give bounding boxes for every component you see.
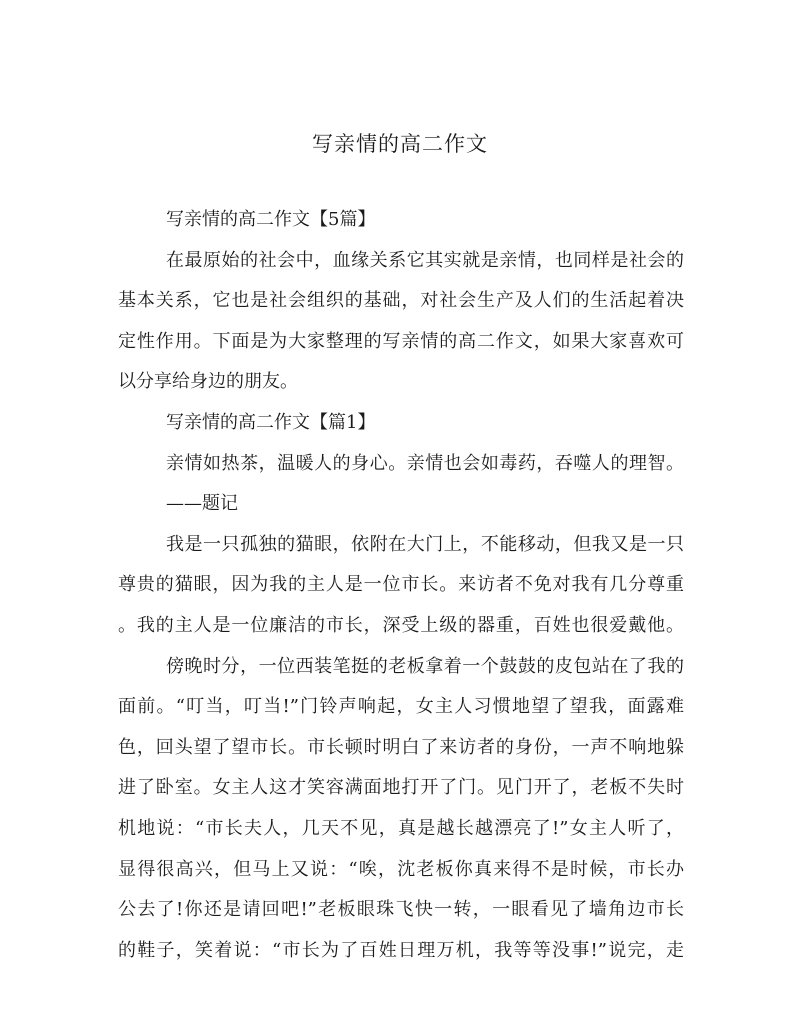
paragraph-line: 机地说：“市长夫人，几天不见，真是越长越漂亮了!”女主人听了， [118, 817, 684, 839]
section-heading: 写亲情的高二作文【篇1】 [166, 411, 376, 433]
paragraph-line: 公去了!你还是请回吧!”老板眼珠飞快一转，一眼看见了墙角边市长 [118, 899, 684, 921]
paragraph-line: 在最原始的社会中，血缘关系它其实就是亲情，也同样是社会的 [166, 249, 684, 271]
document-title: 写亲情的高二作文 [312, 132, 488, 156]
paragraph-line: 显得很高兴，但马上又说：“唉，沈老板你真来得不是时候，市长办 [118, 858, 684, 880]
paragraph-line: 的鞋子，笑着说：“市长为了百姓日理万机，我等等没事!”说完，走 [118, 939, 684, 961]
paragraph-line: 我是一只孤独的猫眼，依附在大门上，不能移动，但我又是一只 [166, 533, 684, 555]
section-heading: 写亲情的高二作文【5篇】 [166, 209, 376, 230]
epigraph-attribution: ——题记 [166, 493, 238, 515]
paragraph-line: 亲情如热茶，温暖人的身心。亲情也会如毒药，吞噬人的理智。 [166, 452, 684, 474]
paragraph-line: 尊贵的猫眼，因为我的主人是一位市长。来访者不免对我有几分尊重 [118, 574, 684, 596]
paragraph-line: 面前。“叮当，叮当!”门铃声响起，女主人习惯地望了望我，面露难 [118, 696, 684, 718]
paragraph-line: 色，回头望了望市长。市长顿时明白了来访者的身份，一声不响地躲 [118, 736, 684, 758]
paragraph-line: 以分享给身边的朋友。 [118, 371, 298, 393]
document-body [118, 200, 684, 971]
paragraph-line: 基本关系，它也是社会组织的基础，对社会生产及人们的生活起着决 [118, 290, 684, 312]
paragraph-line: 。我的主人是一位廉洁的市长，深受上级的器重，百姓也很爱戴他。 [118, 614, 684, 636]
paragraph-line: 进了卧室。女主人这才笑容满面地打开了门。见门开了，老板不失时 [118, 777, 684, 799]
paragraph-line: 傍晚时分，一位西装笔挺的老板拿着一个鼓鼓的皮包站在了我的 [166, 655, 684, 677]
paragraph-line: 定性作用。下面是为大家整理的写亲情的高二作文，如果大家喜欢可 [118, 330, 684, 352]
